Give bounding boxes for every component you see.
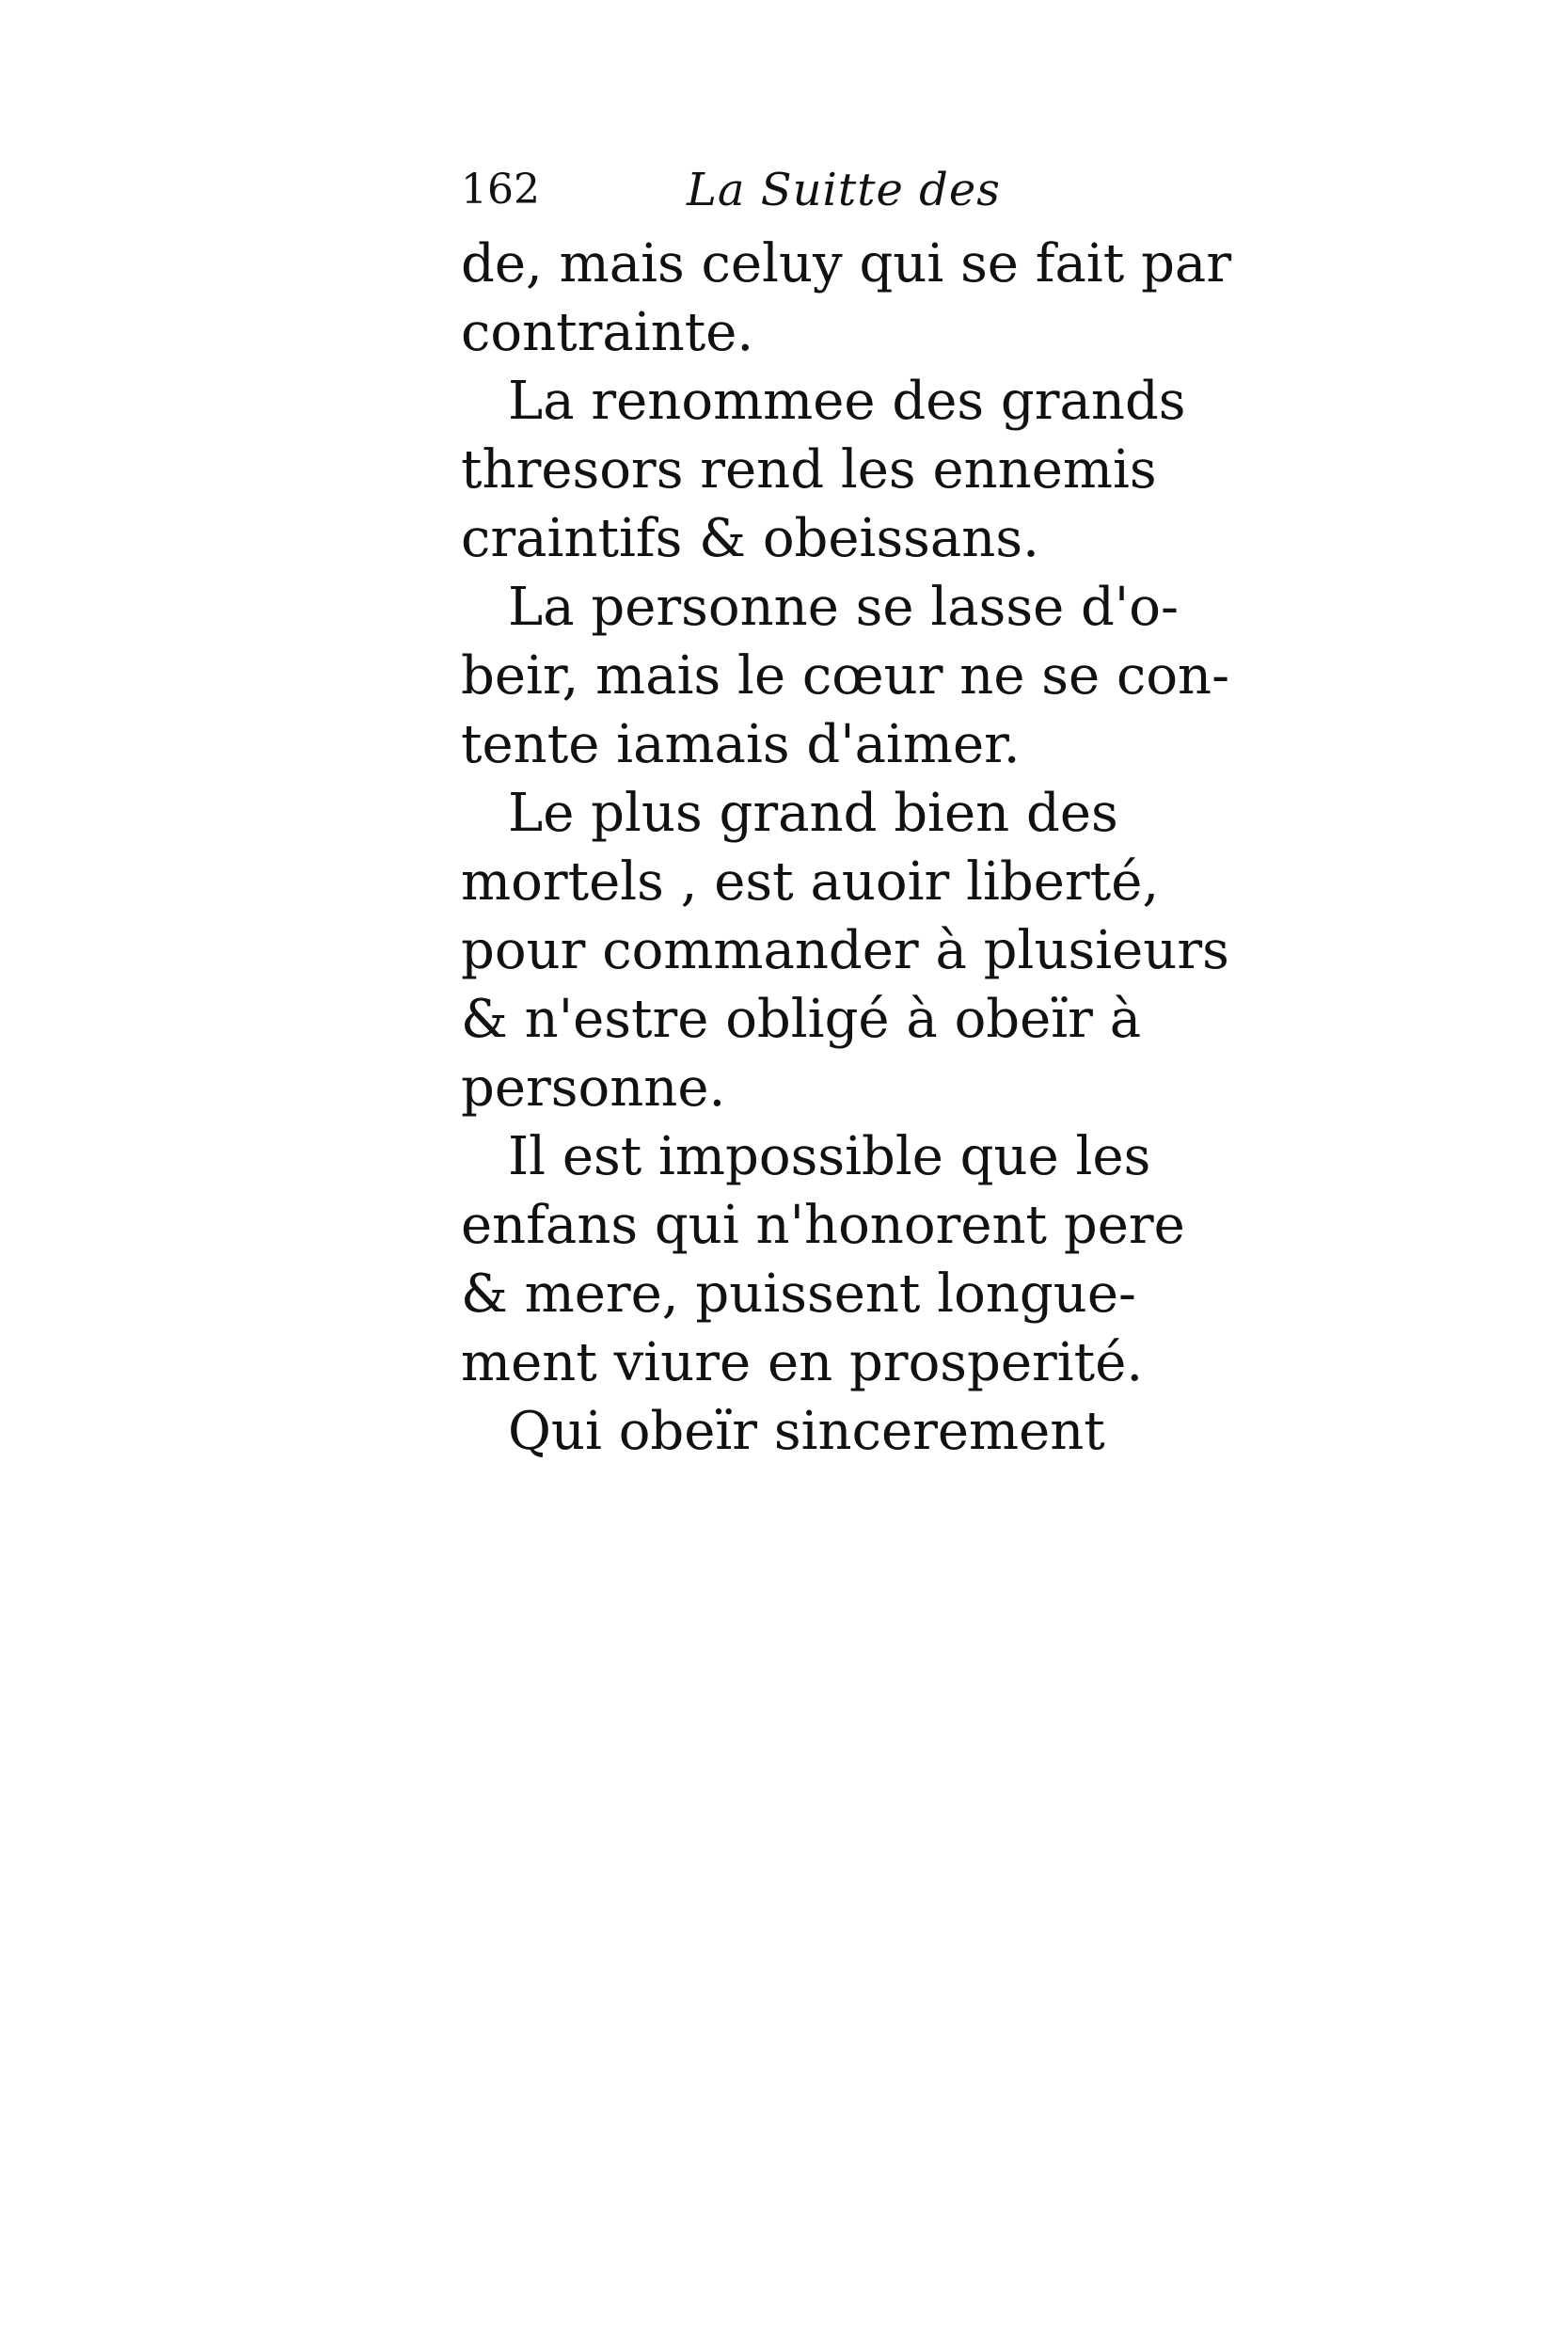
text-line: Le plus grand bien des [508, 783, 1118, 844]
text-line: craintifs & obeissans. [461, 508, 1039, 569]
text-line: La personne se lasse d'o- [508, 577, 1179, 638]
text-line: La renommee des grands [508, 371, 1186, 432]
text-line: personne. [461, 1057, 726, 1119]
text-line: mortels , est auoir liberté, [461, 851, 1160, 913]
text-line: pour commander à plusieurs [461, 920, 1229, 981]
text-line: & mere, puissent longue- [461, 1263, 1136, 1325]
text-line: & n'estre obligé à obeïr à [461, 989, 1142, 1050]
text-line: Il est impossible que les [508, 1126, 1151, 1187]
running-head [461, 151, 1119, 230]
text-line: de, mais celuy qui se fait par [461, 233, 1232, 294]
text-line: enfans qui n'honorent pere [461, 1195, 1185, 1256]
body-text [461, 230, 1232, 1466]
page-number: 162 [461, 166, 540, 214]
text-line: contrainte. [461, 302, 754, 363]
text-line: Qui obeïr sincerement [508, 1401, 1105, 1462]
text-line: thresors rend les ennemis [461, 439, 1157, 501]
text-line: tente iamais d'aimer. [461, 714, 1021, 775]
text-line: ment viure en prosperité. [461, 1332, 1144, 1393]
running-head-title: La Suitte des [687, 164, 1001, 216]
text-line: beir, mais le cœur ne se con- [461, 645, 1230, 707]
text-block [461, 151, 1232, 1466]
